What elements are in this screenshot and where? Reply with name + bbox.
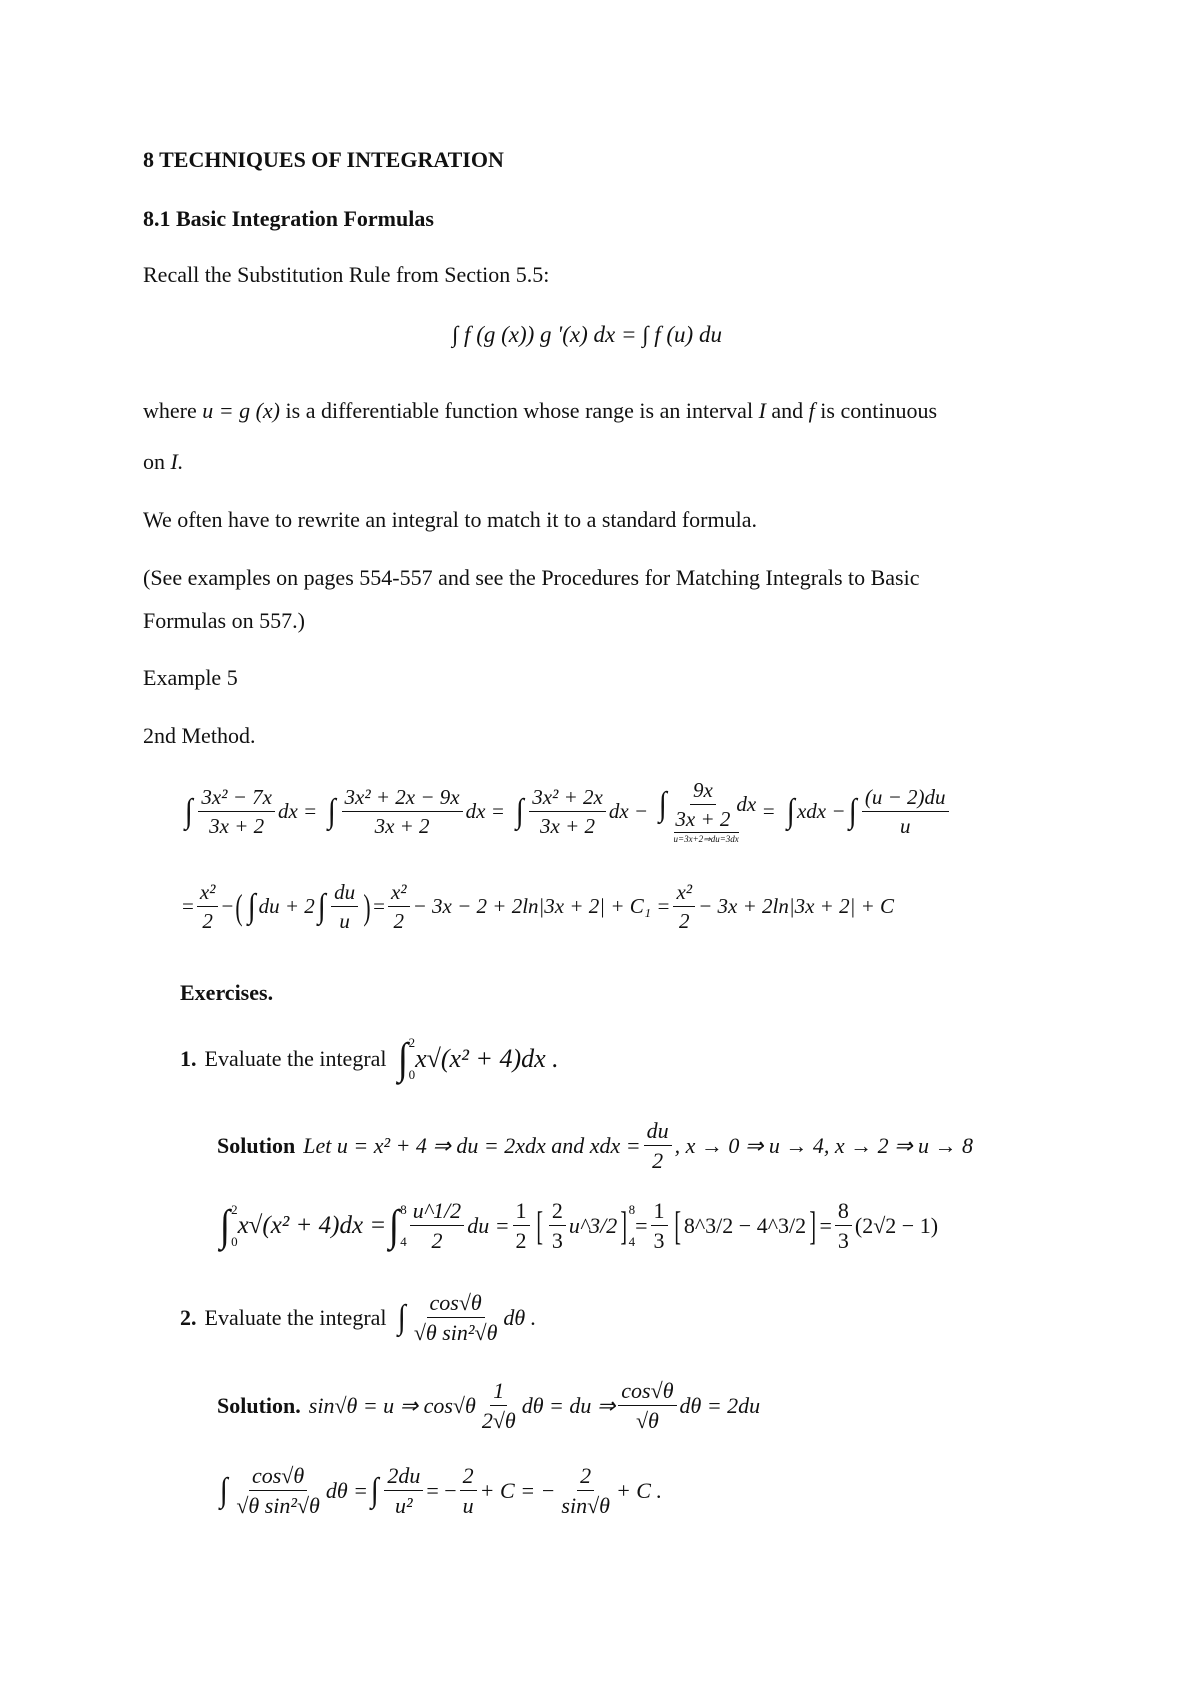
see-examples-line-2: Formulas on 557.) (143, 608, 305, 633)
integral-sign: ∫ (370, 1471, 379, 1509)
exercise-2-final: ∫ $\frac{\cos√\theta}{\text{√θ sin²√θ}}$ dθ = ∫ $\frac{2du}{\text{u²}}$ = − $\frac{2}{u}$ + C = − $\frac{2}{\sin√\theta}$ + C . (219, 1463, 662, 1519)
integral-sign: ∫ (248, 887, 256, 925)
integral-sign: ∫ (397, 1034, 408, 1083)
fraction: $\frac{\text{3x² + 2x − 9x}}{3x + 2}$ (342, 785, 463, 838)
fraction: $\frac{du}{u}$ (331, 880, 358, 933)
left-paren: ( (235, 886, 243, 927)
see-examples-line-1: (See examples on pages 554-557 and see the Procedures for Matching Integrals to Basic (143, 565, 920, 590)
u-definition: u = g (x) (202, 398, 281, 423)
exercise-1-text: Evaluate the integral (204, 1046, 387, 1071)
underbrace-group: ∫ $\frac{9x}{3x + 2}$ dx u=3x+2⇒du=3dx (658, 778, 757, 845)
function-f: f (808, 398, 815, 423)
fraction: $\frac{\text{3x² + 2x}}{3x + 2}$ (529, 785, 606, 838)
integral-limits: 8 4 (400, 1201, 407, 1249)
fraction: $\frac{8}{3}$ (835, 1198, 852, 1254)
fraction: $\frac{\text{x²}}{2}$ (197, 880, 219, 933)
example-equation-line-1: ∫ $\frac{\text{3x² − 7x}}{3x + 2}$ dx = ∫ $\frac{\text{3x² + 2x − 9x}}{3x + 2}$ dx = ∫ $\frac{\text{3x² + 2x}}{3x + 2}$ dx − ∫ $\frac{9x}{3x + 2}$ dx u=3x+2⇒du=3dx = ∫ xdx − ∫ $\frac{(u - 2)du}{u}$ (182, 778, 952, 845)
where-suffix: is continuous (820, 398, 938, 423)
where-prefix: where (143, 398, 197, 423)
fraction: $\frac{2}{3}$ (549, 1198, 566, 1254)
fraction: $\frac{\text{3x² − 7x}}{3x + 2}$ (198, 785, 275, 838)
integral-sign: ∫ (848, 792, 857, 830)
integral-limits: 2 0 (408, 1035, 416, 1082)
solution-label: Solution (217, 1132, 296, 1158)
fraction: $\frac{\text{x²}}{2}$ (388, 880, 410, 933)
rewrite-note: We often have to rewrite an integral to match it to a standard formula. (143, 507, 758, 532)
exercise-2-solution: Solution. sin√θ = u ⇒ cos√θ $\frac{1}{2√\theta}$ dθ = du ⇒ $\frac{\cos√\theta}{√\theta}$ dθ = 2du (217, 1378, 761, 1434)
chapter-heading: 8 TECHNIQUES OF INTEGRATION (143, 147, 504, 172)
method-label: 2nd Method. (143, 723, 256, 748)
where-middle: is a differentiable function whose range is an interval (285, 398, 754, 423)
fraction: $\frac{\text{x²}}{2}$ (673, 880, 695, 933)
exercise-1-integrand: x√(x² + 4)dx . (415, 1044, 559, 1073)
fraction: $\frac{du}{2}$ (644, 1118, 672, 1174)
integral-sign: ∫ (219, 1200, 231, 1250)
example-label: Example 5 (143, 665, 238, 690)
fraction: $\frac{\cos√\theta}{√\theta}$ (618, 1378, 676, 1434)
exercise-1-number: 1. (180, 1046, 197, 1071)
integral-sign: ∫ (658, 785, 667, 823)
exercise-2-number: 2. (180, 1304, 197, 1330)
exercise-1-calculation: ∫ 2 0 x√(x² + 4)dx = ∫ 8 4 $\frac{u\^{}1/2}{2}$ du = $\frac{1}{2}$ [ $\frac{2}{3}$ u^3/2 ] 8 4 = $\frac{1}{3}$ [ 8^3/2 − 4^3/2 ] = $\frac{8}{3}$ (2√2 − 1) (219, 1198, 939, 1254)
exercise-2-text: Evaluate the integral (204, 1304, 387, 1330)
right-bracket: ] (809, 1202, 817, 1248)
example-equation-line-2: = $\frac{\text{x²}}{2}$ − ( ∫ du + 2 ∫ $\frac{du}{u}$ ) = $\frac{\text{x²}}{2}$ − 3x − 2 + 2ln|3x + 2| + C₁ = $\frac{\text{x²}}{2}$ − 3x + 2ln|3x + 2| + C (182, 880, 895, 934)
fraction: $\frac{2}{\sin√\theta}$ (561, 1463, 610, 1519)
evaluation-limits: 8 4 (628, 1201, 636, 1249)
solution-label: Solution. (217, 1392, 301, 1418)
integral-limits: 2 0 (231, 1201, 238, 1249)
fraction: $\frac{(u - 2)du}{u}$ (862, 785, 949, 838)
where-line (143, 398, 937, 424)
integral-sign: ∫ (219, 1471, 228, 1509)
fraction: $\frac{9x}{3x + 2}$ (675, 778, 731, 832)
exercise-1-prompt (180, 1035, 559, 1083)
integral-sign: ∫ (786, 792, 795, 830)
fraction: $\frac{1}{2√\theta}$ (481, 1378, 516, 1434)
substitution-formula: ∫ f (g (x)) g '(x) dx = ∫ f (u) du (452, 322, 722, 347)
right-bracket: ] (620, 1202, 628, 1248)
fraction: $\frac{u\^{}1/2}{2}$ (410, 1198, 464, 1254)
on-text: on (143, 449, 165, 474)
fraction: $\frac{\cos√\theta}{\text{√θ sin²√θ}}$ (236, 1463, 320, 1519)
integral-sign: ∫ (389, 1200, 400, 1250)
integral-sign: ∫ (397, 1298, 406, 1336)
fraction: $\frac{1}{3}$ (651, 1198, 668, 1254)
fraction: $\frac{1}{2}$ (513, 1198, 530, 1254)
left-bracket: [ (535, 1202, 543, 1248)
where-and: and (771, 398, 804, 423)
exercises-label: Exercises. (180, 980, 274, 1005)
interval-I: I (758, 398, 766, 423)
integral-sign: ∫ (317, 887, 326, 925)
exercise-2-prompt: 2. Evaluate the integral ∫ $\frac{\cos√\theta}{\text{√θ sin²√θ}}$ dθ . (180, 1290, 537, 1346)
left-bracket: [ (673, 1202, 681, 1248)
section-heading: 8.1 Basic Integration Formulas (143, 206, 434, 231)
underbrace-note: u=3x+2⇒du=3dx (673, 834, 739, 845)
intro-text: Recall the Substitution Rule from Section 5.5: (143, 262, 550, 287)
integral-sign: ∫ (184, 792, 193, 830)
fraction: $\frac{2du}{\text{u²}}$ (384, 1463, 423, 1519)
fraction: $\frac{\cos√\theta}{\text{√θ sin²√θ}}$ (413, 1290, 498, 1346)
exercise-1-solution: Solution Let u = x² + 4 ⇒ du = 2xdx and xdx = $\frac{du}{2}$ , x → 0 ⇒ u → 4, x → 2 ⇒ u → 8 (217, 1118, 974, 1174)
integral-sign: ∫ (327, 792, 336, 830)
where-line-2 (143, 449, 183, 475)
right-paren: ) (363, 886, 371, 927)
fraction: $\frac{2}{u}$ (460, 1463, 477, 1519)
integral-sign: ∫ (515, 792, 524, 830)
interval-I-end: I. (170, 449, 184, 474)
